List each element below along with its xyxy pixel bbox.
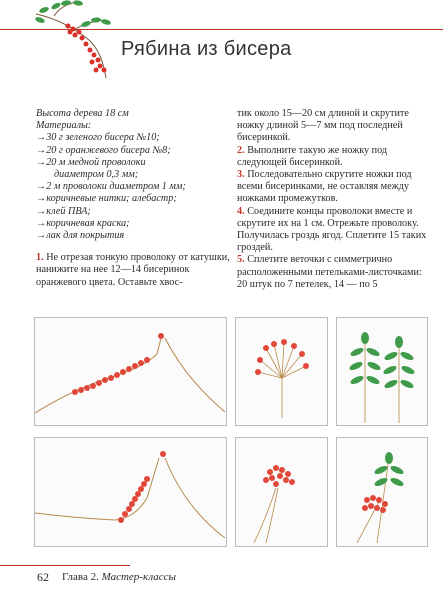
photo-green-twigs	[336, 317, 428, 426]
step-1-text: Не отрезая тонкую проволоку от катушки, нанижите на нее 12—14 бисеринок оранжевого цвета. Оставьте хвос-	[36, 252, 230, 288]
step-2-text: Выполните такую же ножку под следующей бисеринкой.	[237, 144, 388, 168]
step-1-continuation: тик около 15—20 см длиной и скрутите ножку длиной 5—7 мм под последней бисеринкой.	[237, 108, 409, 144]
chapter-label: Глава 2.	[62, 571, 99, 583]
tree-height: Высота дерева 18 см	[36, 108, 129, 119]
step-5-number: 5.	[237, 254, 245, 266]
green-twigs-image	[337, 318, 427, 425]
material-item: →коричневая краска;	[36, 217, 130, 229]
finished-sprig-image	[337, 438, 427, 546]
step-2	[237, 145, 429, 169]
material-item: →коричневые нитки; алебастр;	[36, 193, 177, 205]
material-item: →20 г оранжевого бисера №8;	[36, 144, 171, 156]
berry-cluster-image	[236, 318, 327, 425]
photo-joined-cluster	[235, 437, 328, 547]
rowan-branch-illustration	[34, 0, 120, 82]
materials-list	[36, 132, 232, 242]
material-item: →30 г зеленого бисера №10;	[36, 132, 160, 144]
material-item: →20 м медной проволоки	[36, 156, 146, 168]
chapter-heading	[62, 571, 176, 583]
material-item: →лак для покрытия	[36, 230, 125, 242]
step-5-text: Сплетите веточки с симметрично расположенными петельками-листочками: 20 штук по 7 петелек, 14 — по 5	[237, 254, 422, 290]
photo-berry-cluster	[235, 317, 328, 426]
step-4-number: 4.	[237, 205, 245, 217]
left-column	[36, 108, 232, 289]
materials-label: Материалы:	[36, 120, 92, 132]
footer-rule	[0, 565, 130, 566]
right-column	[237, 108, 429, 291]
step-3-text: Последовательно скрутите ножки под всеми бисеринками, не оставляя между ножками промежутков.	[237, 169, 412, 205]
step-3-number: 3.	[237, 169, 245, 181]
material-item: →клей ПВА;	[36, 205, 91, 217]
material-item: диаметром 0,3 мм;	[54, 169, 139, 181]
step-5	[237, 254, 429, 291]
material-item: →2 м проволоки диаметром 1 мм;	[36, 181, 186, 193]
photo-finished-sprig	[336, 437, 428, 547]
step-2-number: 2.	[237, 144, 245, 156]
twisting-stems-image	[35, 438, 226, 546]
page-title: Рябина из бисера	[121, 38, 292, 60]
step-4-text: Соедините концы проволоки вместе и скрутите их на 1 см. Отрежьте проволоку. Получилась гроздь ягод. Сплетите 15 таких гроздей.	[237, 205, 427, 254]
photo-beads-on-wire	[34, 317, 227, 426]
step-3	[237, 169, 429, 206]
step-4	[237, 206, 429, 255]
photo-twisting-stems	[34, 437, 227, 547]
page-number: 62	[37, 570, 49, 584]
chapter-name: Мастер-классы	[101, 571, 176, 583]
beads-on-wire-image	[35, 318, 226, 425]
step-1	[36, 252, 232, 289]
step-1-number: 1.	[36, 252, 44, 264]
joined-cluster-image	[236, 438, 327, 546]
